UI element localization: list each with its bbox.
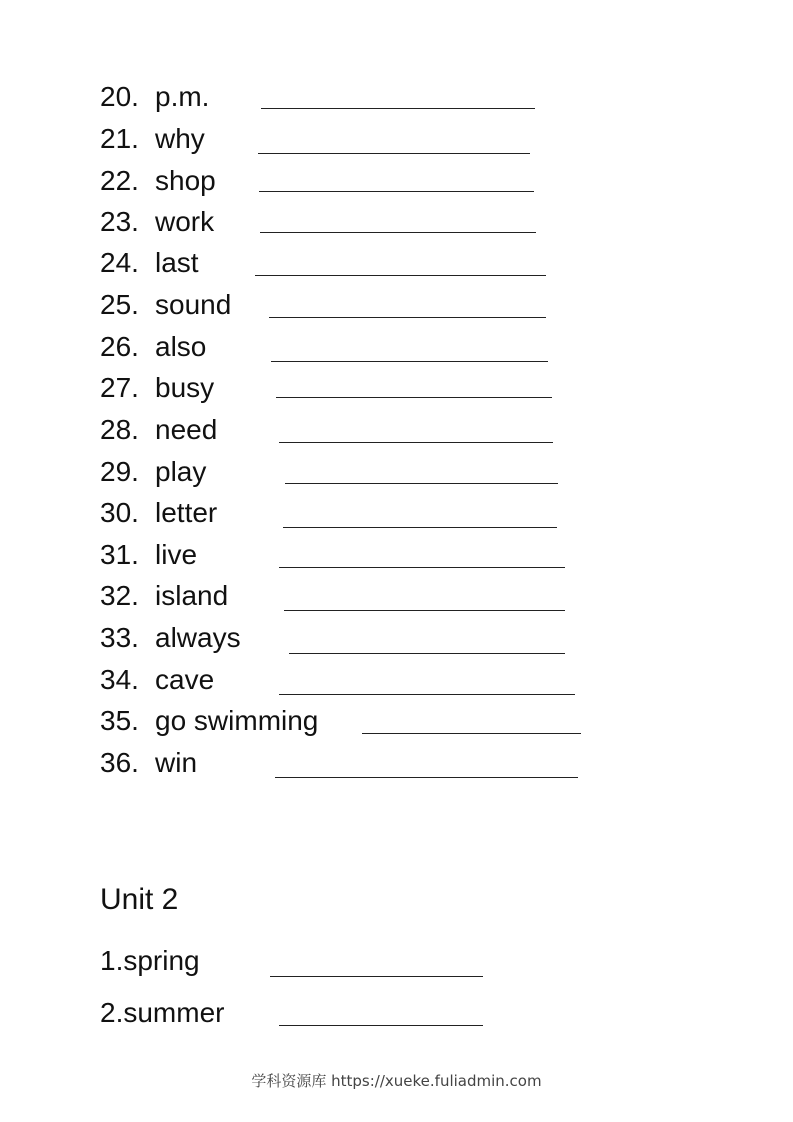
unit2-item-label: 2.summer	[100, 997, 225, 1028]
vocab-number: 35.	[100, 705, 139, 736]
unit2-answer-blank[interactable]	[279, 1025, 483, 1026]
vocab-word: letter	[155, 497, 218, 528]
vocab-word: need	[155, 414, 218, 445]
answer-blank[interactable]	[275, 777, 578, 778]
vocab-number: 21.	[100, 123, 139, 154]
page-footer: 学科资源库 https://xueke.fuliadmin.com	[251, 1072, 542, 1090]
answer-blank[interactable]	[258, 153, 530, 154]
vocab-word: island	[155, 580, 229, 611]
vocab-number: 26.	[100, 331, 139, 362]
vocab-number: 24.	[100, 247, 139, 278]
vocab-word: shop	[155, 165, 216, 196]
vocab-word: sound	[155, 289, 232, 320]
answer-blank[interactable]	[271, 361, 548, 362]
vocab-number: 29.	[100, 456, 139, 487]
answer-blank[interactable]	[261, 108, 535, 109]
answer-blank[interactable]	[279, 442, 553, 443]
vocab-word: go swimming	[155, 705, 319, 736]
unit2-answer-blank[interactable]	[270, 976, 483, 977]
answer-blank[interactable]	[289, 653, 565, 654]
vocab-number: 23.	[100, 206, 139, 237]
unit-2-heading: Unit 2	[100, 883, 179, 916]
vocab-word: play	[155, 456, 207, 487]
answer-blank[interactable]	[276, 397, 552, 398]
answer-blank[interactable]	[259, 191, 534, 192]
vocab-number: 33.	[100, 622, 139, 653]
vocab-number: 22.	[100, 165, 139, 196]
vocab-word: win	[155, 747, 198, 778]
answer-blank[interactable]	[279, 567, 565, 568]
answer-blank[interactable]	[279, 694, 575, 695]
vocab-word: cave	[155, 664, 215, 695]
vocab-word: live	[155, 539, 198, 570]
vocab-number: 20.	[100, 81, 139, 112]
answer-blank[interactable]	[362, 733, 581, 734]
vocab-word: last	[155, 247, 199, 278]
vocab-number: 30.	[100, 497, 139, 528]
vocab-number: 25.	[100, 289, 139, 320]
answer-blank[interactable]	[269, 317, 546, 318]
vocab-word: always	[155, 622, 241, 653]
vocab-number: 28.	[100, 414, 139, 445]
vocab-word: p.m.	[155, 81, 210, 112]
vocab-number: 32.	[100, 580, 139, 611]
answer-blank[interactable]	[285, 483, 558, 484]
answer-blank[interactable]	[255, 275, 546, 276]
answer-blank[interactable]	[284, 610, 565, 611]
vocab-number: 34.	[100, 664, 139, 695]
vocab-word: why	[155, 123, 205, 154]
vocab-word: work	[155, 206, 215, 237]
answer-blank[interactable]	[260, 232, 536, 233]
answer-blank[interactable]	[283, 527, 557, 528]
vocab-word: also	[155, 331, 207, 362]
vocab-word: busy	[155, 372, 215, 403]
vocab-number: 31.	[100, 539, 139, 570]
unit2-item-label: 1.spring	[100, 945, 200, 976]
vocab-number: 36.	[100, 747, 139, 778]
vocab-number: 27.	[100, 372, 139, 403]
